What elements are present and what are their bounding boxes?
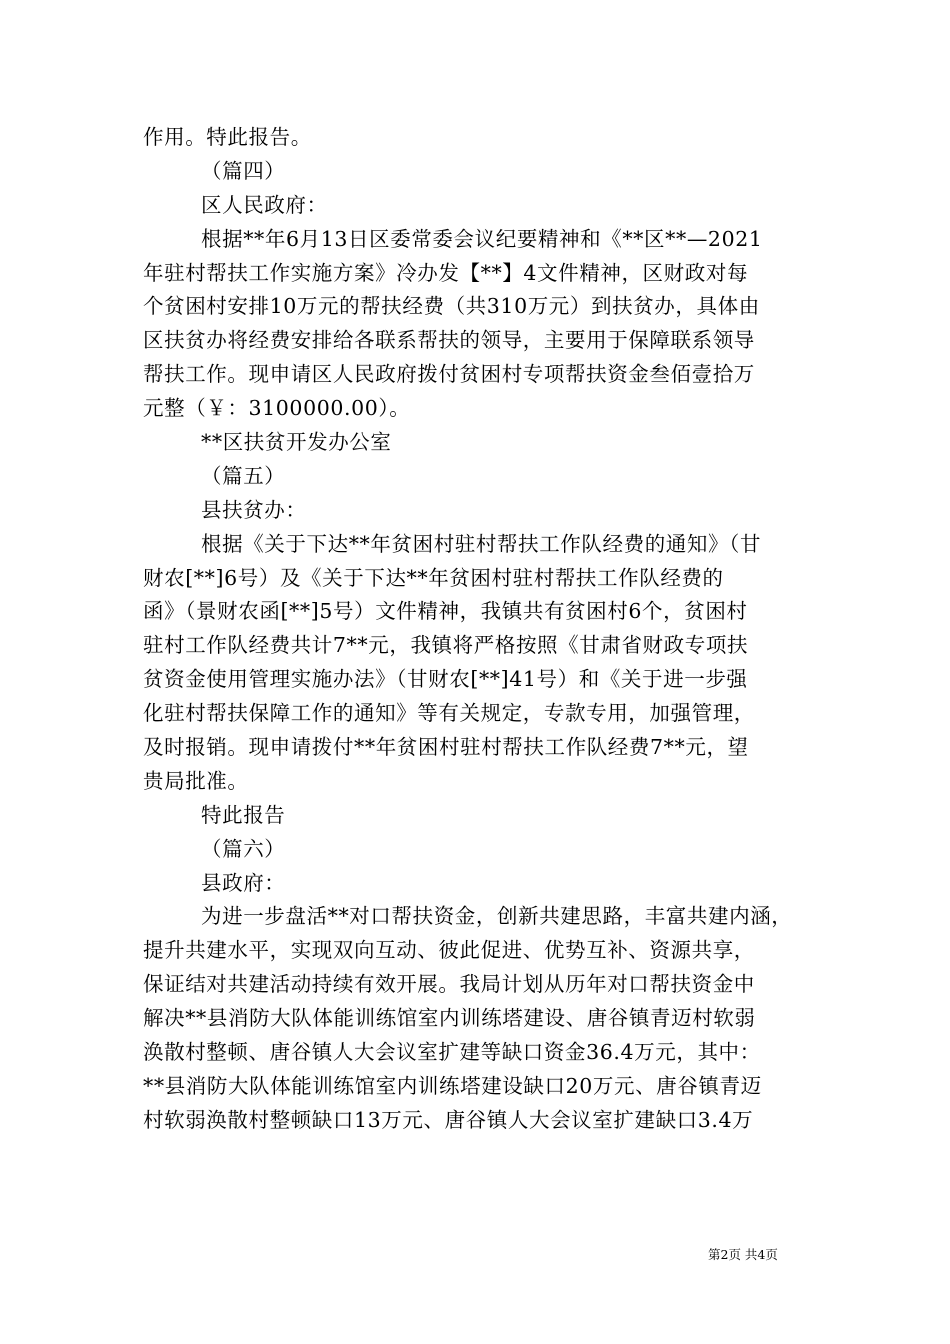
text-line: 化驻村帮扶保障工作的通知》等有关规定，专款专用，加强管理， bbox=[143, 701, 755, 726]
text-line: 县扶贫办： bbox=[201, 497, 307, 522]
text-line: 保证结对共建活动持续有效开展。我局计划从历年对口帮扶资金中 bbox=[143, 972, 755, 997]
text-line: 年驻村帮扶工作实施方案》冷办发【**】4文件精神，区财政对每 bbox=[143, 260, 749, 285]
document-body bbox=[143, 121, 833, 1138]
text-line: （篇四） bbox=[201, 158, 286, 183]
text-line: 解决**县消防大队体能训练馆室内训练塔建设、唐谷镇青迈村软弱 bbox=[143, 1006, 756, 1031]
text-line: 作用。特此报告。 bbox=[143, 125, 312, 149]
text-line: 元整（￥：3100000.00）。 bbox=[143, 396, 411, 421]
text-line: 及时报销。现申请拨付**年贫困村驻村帮扶工作队经费7**元，望 bbox=[143, 735, 749, 760]
text-line: 提升共建水平，实现双向互动、彼此促进、优势互补、资源共享， bbox=[143, 938, 755, 963]
text-line: **县消防大队体能训练馆室内训练塔建设缺口20万元、唐谷镇青迈 bbox=[143, 1073, 762, 1098]
text-line: 村软弱涣散村整顿缺口13万元、唐谷镇人大会议室扩建缺口3.4万 bbox=[143, 1107, 754, 1132]
text-line: 特此报告 bbox=[201, 802, 286, 827]
text-line: 个贫困村安排10万元的帮扶经费（共310万元）到扶贫办，具体由 bbox=[143, 294, 760, 319]
text-line: 区人民政府： bbox=[201, 192, 328, 217]
text-line: 县政府： bbox=[201, 870, 286, 895]
text-line: 涣散村整顿、唐谷镇人大会议室扩建等缺口资金36.4万元，其中： bbox=[143, 1040, 761, 1065]
text-line: （篇六） bbox=[201, 836, 286, 861]
text-line: 驻村工作队经费共计7**元，我镇将严格按照《甘肃省财政专项扶 bbox=[143, 633, 749, 658]
text-line: 函》（景财农函[**]5号）文件精神，我镇共有贫困村6个，贫困村 bbox=[143, 599, 748, 624]
text-line: 贫资金使用管理实施办法》（甘财农[**]41号）和《关于进一步强 bbox=[143, 667, 748, 692]
text-line: 贵局批准。 bbox=[143, 768, 249, 793]
text-line: 区扶贫办将经费安排给各联系帮扶的领导，主要用于保障联系领导 bbox=[143, 328, 755, 353]
text-line: 根据《关于下达**年贫困村驻村帮扶工作队经费的通知》（甘 bbox=[201, 531, 762, 556]
page-number: 第2页 共4页 bbox=[708, 1247, 778, 1262]
text-line: 财农[**]6号）及《关于下达**年贫困村驻村帮扶工作队经费的 bbox=[143, 565, 724, 590]
text-line: 帮扶工作。现申请区人民政府拨付贫困村专项帮扶资金叁佰壹拾万 bbox=[143, 362, 755, 387]
text-line: 根据**年6月13日区委常委会议纪要精神和《**区**—2021 bbox=[201, 226, 763, 251]
text-line: **区扶贫开发办公室 bbox=[201, 430, 392, 455]
text-line: 为进一步盘活**对口帮扶资金，创新共建思路，丰富共建内涵， bbox=[201, 904, 793, 929]
text-line: （篇五） bbox=[201, 463, 286, 488]
